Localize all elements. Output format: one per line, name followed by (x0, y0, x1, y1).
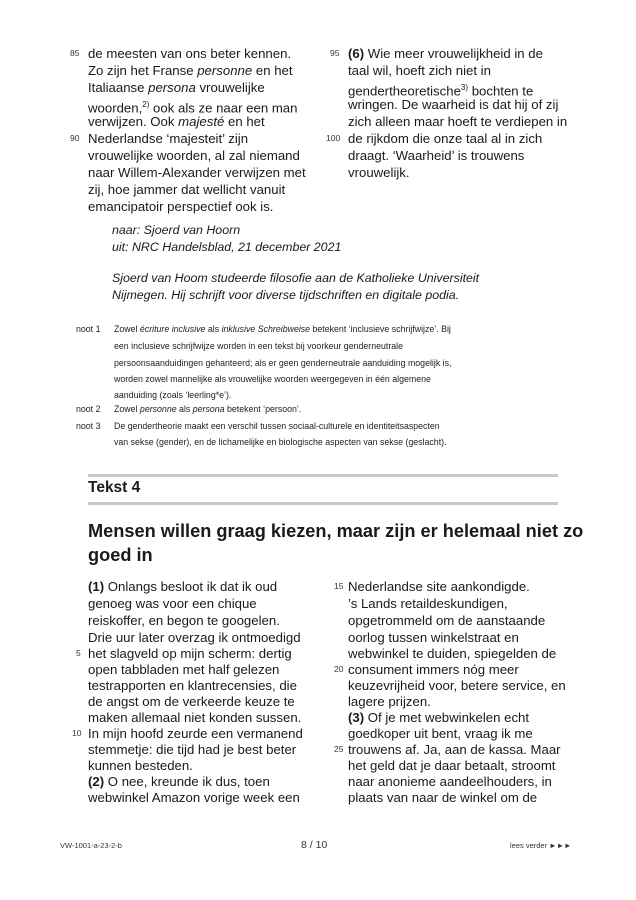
body-line: de meesten van ons beter kennen. (88, 46, 292, 61)
author-bio: Nijmegen. Hij schrijft voor diverse tijdschriften en digitale podia. (112, 288, 460, 302)
body-line: woorden,$^{2)}$ ook als ze naar een man (88, 100, 298, 116)
note-line: van sekse (gender), en de lichamelijke en biologische aspecten van sekse (geslacht). (114, 437, 447, 447)
note-line: worden zowel mannelijke als vrouwelijke woorden weergegeven in één algemene (114, 374, 431, 384)
body-line: wringen. De waarheid is dat hij of zij (348, 97, 559, 112)
source-line: naar: Sjoerd van Hoorn (112, 223, 241, 237)
body-line: lagere prijzen. (348, 694, 431, 709)
body-line: (3) Of je met webwinkelen echt (348, 710, 530, 725)
body-line: het geld dat je daar betaalt, stroomt (348, 758, 556, 773)
body-line: (1) Onlangs besloot ik dat ik oud (88, 579, 278, 594)
body-line: keuzevrijheid voor, betere service, en (348, 678, 566, 693)
note-label: noot 3 (76, 421, 101, 431)
body-line: het slagveld op mijn scherm: dertig (88, 646, 292, 661)
body-line: In mijn hoofd zeurde een vermanend (88, 726, 303, 741)
page-number: 8 / 10 (301, 839, 328, 851)
body-line: genoeg was voor een chique (88, 596, 257, 611)
body-line: (6) Wie meer vrouwelijkheid in de (348, 46, 543, 61)
body-line: Drie uur later overzag ik ontmoedigd (88, 630, 301, 645)
note-line: Zowel écriture inclusive als inklusive Schreibweise betekent ‘inclusieve schrijfwijze’. Bij (114, 324, 451, 334)
body-line: Nederlandse site aankondigde. (348, 579, 530, 594)
body-line: verwijzen. Ook majesté en het (88, 114, 265, 129)
body-line: taal wil, hoeft zich niet in (348, 63, 491, 78)
author-bio: Sjoerd van Hoom studeerde filosofie aan de Katholieke Universiteit (112, 271, 480, 285)
body-line: reiskoffer, en begon te googelen. (88, 613, 280, 628)
body-line: zij, hoe jammer dat wellicht vanuit (88, 182, 286, 197)
body-line: oorlog tussen winkelstraat en (348, 630, 519, 645)
body-line: zich alleen maar hoeft te verdiepen in (348, 114, 568, 129)
body-line: maken allemaal niet konden sussen. (88, 710, 302, 725)
line-number: 90 (70, 133, 80, 143)
body-line: Zo zijn het Franse personne en het (88, 63, 293, 78)
line-number: 85 (70, 48, 80, 58)
line-number: 100 (326, 133, 341, 143)
body-line: webwinkel te duiden, spiegelden de (348, 646, 557, 661)
body-line: Italiaanse persona vrouwelijke (88, 80, 265, 95)
body-line: Nederlandse ‘majesteit’ zijn (88, 131, 249, 146)
body-line: gendertheoretische$^{3)}$ bochten te (348, 83, 534, 99)
body-line: naar Willem-Alexander verwijzen met (88, 165, 306, 180)
body-line: testrapporten en klantrecensies, die (88, 678, 297, 693)
body-line: trouwens af. Ja, aan de kassa. Maar (348, 742, 561, 757)
body-line: consument immers nóg meer (348, 662, 519, 677)
note-line: De gendertheorie maakt een verschil tussen sociaal-culturele en identiteitsaspecten (114, 421, 440, 431)
body-line: vrouwelijke woorden, al zal niemand (88, 148, 300, 163)
line-number: 10 (72, 728, 82, 738)
note-label: noot 2 (76, 404, 101, 414)
body-line: open tabbladen met half gelezen (88, 662, 280, 677)
section-divider (88, 474, 558, 477)
line-number: 25 (334, 744, 344, 754)
body-line: vrouwelijk. (348, 165, 410, 180)
body-line: (2) O nee, kreunde ik dus, toen (88, 774, 270, 789)
source-line: uit: NRC Handelsblad, 21 december 2021 (112, 240, 342, 254)
body-line: de rijkdom die onze taal al in zich (348, 131, 543, 146)
section-divider (88, 502, 558, 505)
body-line: draagt. ‘Waarheid’ is trouwens (348, 148, 525, 163)
body-line: emancipatoir perspectief ook is. (88, 199, 274, 214)
note-label: noot 1 (76, 324, 101, 334)
body-line: opgetrommeld om de aanstaande (348, 613, 546, 628)
line-number: 15 (334, 581, 344, 591)
body-line: plaats van naar de winkel om de (348, 790, 538, 805)
body-line: stemmetje: die tijd had je best beter (88, 742, 297, 757)
body-line: naar anonieme aandeelhouders, in (348, 774, 552, 789)
continue-label: lees verder ►►► (510, 841, 572, 850)
section-label: Tekst 4 (88, 479, 141, 496)
line-number: 95 (330, 48, 340, 58)
body-line: goedkoper uit bent, vraag ik me (348, 726, 533, 741)
body-line: de angst om de verkeerde keuze te (88, 694, 295, 709)
note-line: een inclusieve schrijfwijze worden in een tekst bij voorkeur genderneutrale (114, 341, 403, 351)
line-number: 5 (76, 648, 81, 658)
note-line: persoonsaanduidingen gehanteerd; als er geen genderneutrale aanduiding mogelijk is, (114, 358, 452, 368)
exam-code: VW-1001-a-23-2-b (60, 841, 122, 850)
note-line: Zowel personne als persona betekent ‘persoon’. (114, 404, 302, 414)
body-line: ’s Lands retaildeskundigen, (348, 596, 508, 611)
article-headline: goed in (88, 545, 153, 565)
body-line: kunnen besteden. (88, 758, 193, 773)
body-line: webwinkel Amazon vorige week een (88, 790, 300, 805)
line-number: 20 (334, 664, 344, 674)
article-headline: Mensen willen graag kiezen, maar zijn er helemaal niet zo (88, 521, 584, 541)
note-line: aanduiding (zoals ‘leerling*e’). (114, 390, 232, 400)
